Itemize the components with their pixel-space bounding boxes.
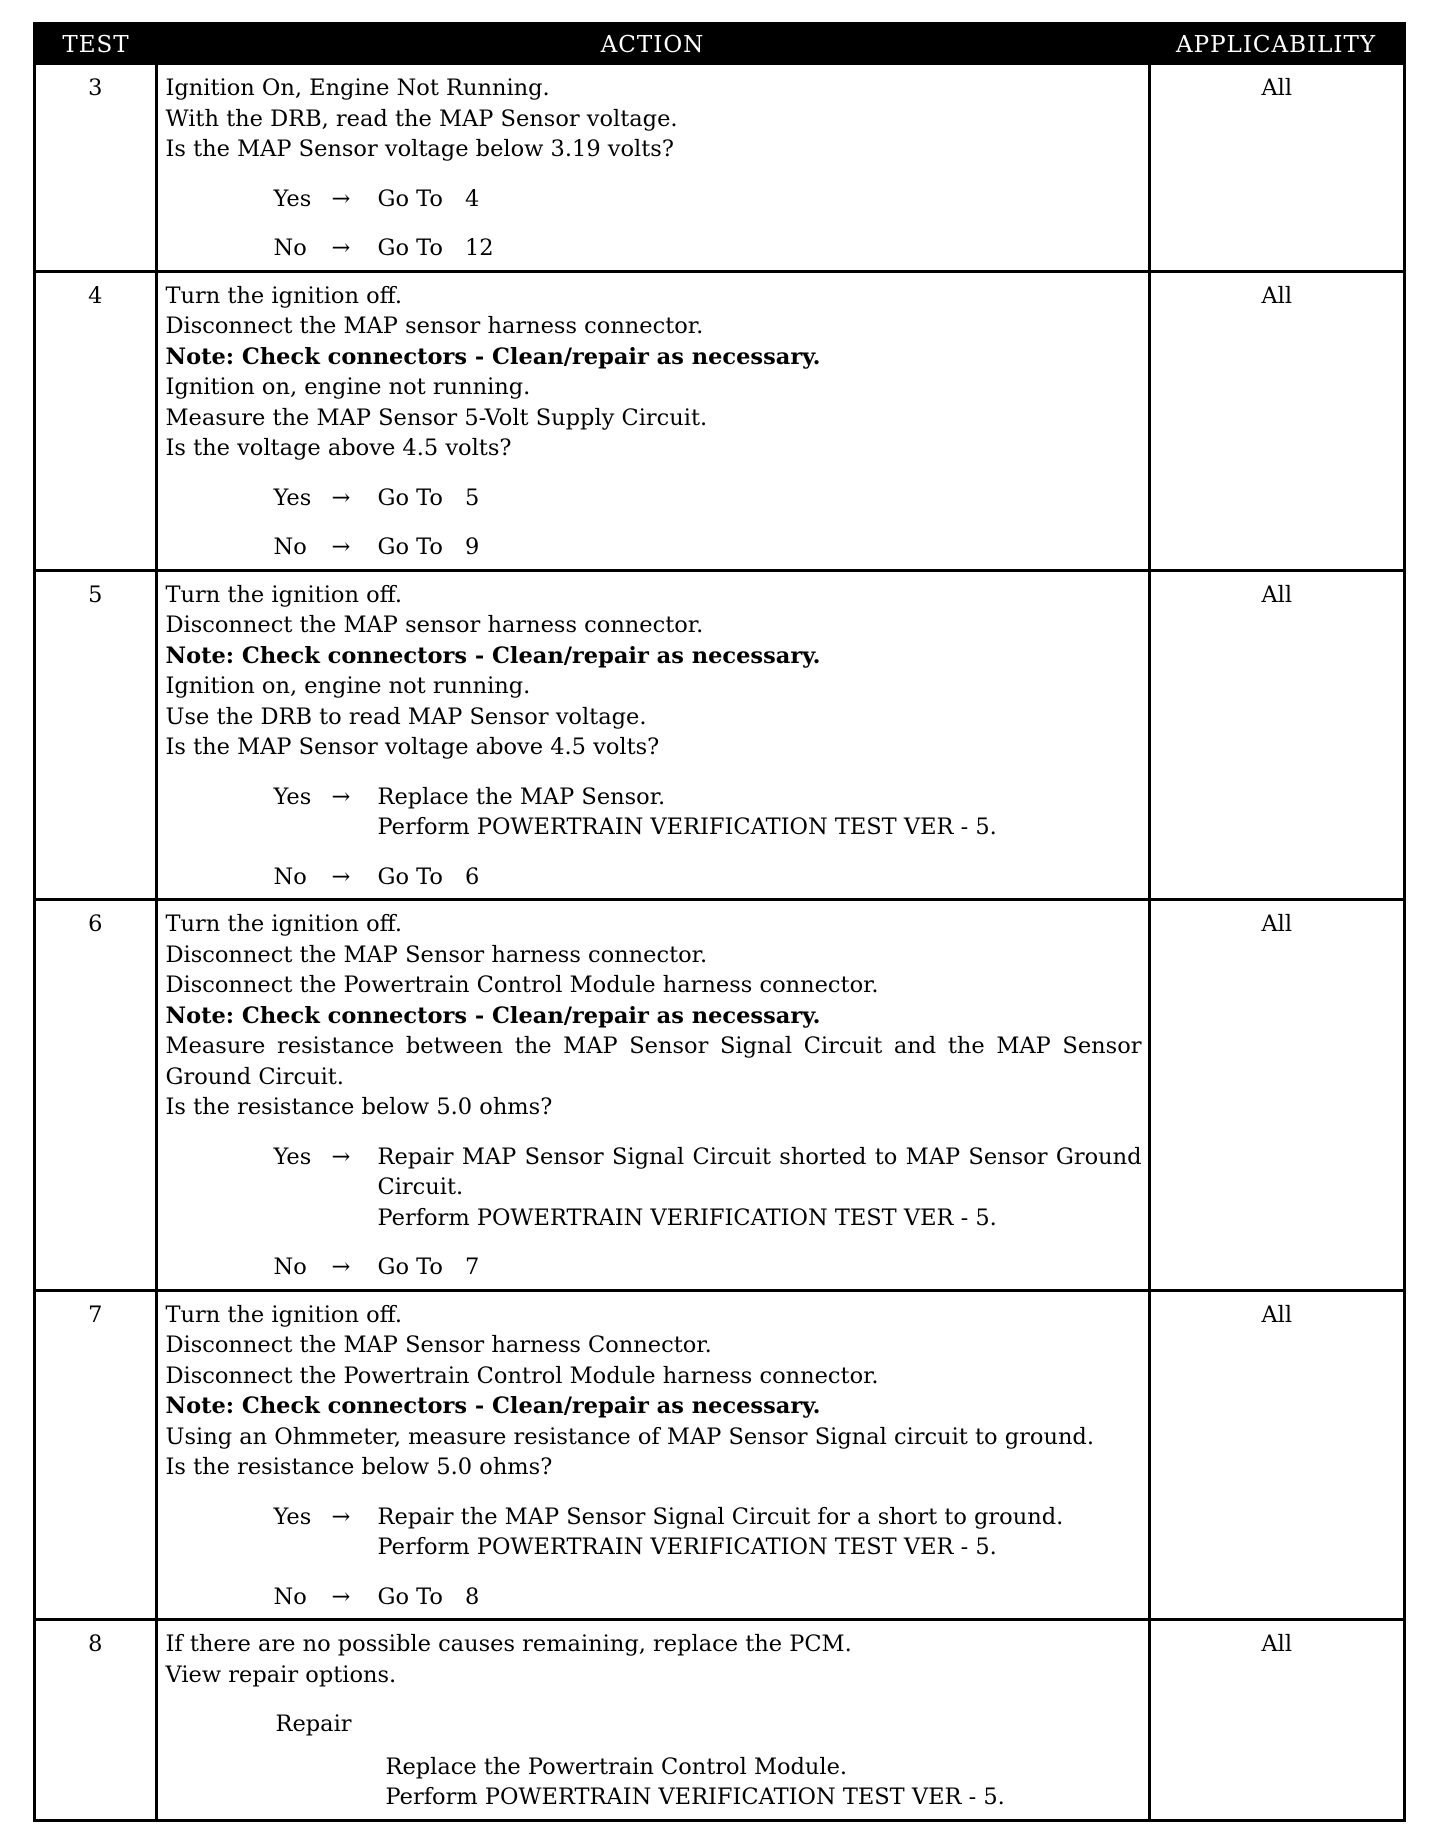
applicability-value: All [1149, 900, 1403, 1291]
note-line: Note: Check connectors - Clean/repair as necessary. [165, 343, 821, 370]
note-line: Note: Check connectors - Clean/repair as necessary. [165, 1393, 821, 1419]
header-test: TEST [36, 25, 156, 65]
answer-result-line: Repair the MAP Sensor Signal Circuit for a short to ground. [377, 1503, 1064, 1530]
repair-line: Perform POWERTRAIN VERIFICATION TEST VER - 5. [385, 1784, 1005, 1810]
goto-label: Go To [377, 484, 443, 511]
arrow-icon: → [331, 1143, 351, 1170]
applicability-value: All [1149, 1290, 1403, 1620]
answer-result-line: Perform POWERTRAIN VERIFICATION TEST VER - 5. [377, 1534, 997, 1560]
table-row [36, 65, 1403, 271]
arrow-icon: → [331, 534, 351, 560]
answer-row-no [166, 1252, 1142, 1283]
instruction-line: With the DRB, read the MAP Sensor voltage. [165, 105, 678, 132]
goto-test-number: 4 [464, 185, 480, 212]
diagnostic-table-page [33, 22, 1406, 1822]
answer-label: No [273, 1254, 307, 1280]
applicability-value: All [1149, 65, 1403, 271]
answer-row-yes [166, 782, 1142, 843]
instruction-line: Disconnect the MAP Sensor harness connector. [165, 941, 708, 968]
goto-test-number: 6 [464, 863, 480, 890]
action-cell [156, 570, 1149, 900]
goto-test-number: 8 [464, 1583, 480, 1610]
table-body [36, 65, 1403, 1820]
instruction-line: Disconnect the MAP sensor harness connector. [165, 612, 704, 638]
instruction-line: Disconnect the MAP Sensor harness Connector. [165, 1332, 712, 1358]
answer-result [378, 1502, 1142, 1563]
instruction-line: Using an Ohmmeter, measure resistance of MAP Sensor Signal circuit to ground. [165, 1423, 1094, 1450]
instruction-line: Is the resistance below 5.0 ohms? [165, 1454, 553, 1480]
answer-label: No [273, 863, 307, 890]
header-action: ACTION [156, 25, 1149, 65]
answer-label: Yes [273, 1503, 312, 1530]
test-number: 8 [36, 1620, 156, 1821]
instruction-line: If there are no possible causes remaining, replace the PCM. [165, 1631, 852, 1657]
test-number: 6 [36, 900, 156, 1291]
instruction-line: Is the MAP Sensor voltage above 4.5 volts? [165, 734, 660, 760]
answer-result [378, 483, 1142, 514]
answer-result [378, 1582, 1142, 1613]
answer-label: Yes [273, 185, 312, 212]
answer-result-line: Perform POWERTRAIN VERIFICATION TEST VER - 5. [377, 814, 997, 840]
instruction-line: Measure resistance between the MAP Sensor Signal Circuit and the MAP Sensor Ground Circuit. [165, 1033, 1142, 1090]
answer-result [378, 233, 1142, 264]
instruction-line: Ignition on, engine not running. [165, 673, 531, 699]
instruction-line: Is the MAP Sensor voltage below 3.19 volts? [165, 136, 674, 162]
instruction-line: Disconnect the Powertrain Control Module harness connector. [165, 1362, 879, 1389]
action-cell [156, 1290, 1149, 1620]
instruction-line: Measure the MAP Sensor 5-Volt Supply Circuit. [165, 404, 708, 431]
goto-label: Go To [377, 235, 443, 261]
instruction-line: Turn the ignition off. [165, 911, 402, 937]
answer-result [378, 862, 1142, 893]
answer-row-yes [166, 1142, 1142, 1234]
goto-test-number: 12 [464, 235, 494, 261]
arrow-icon: → [331, 1254, 351, 1280]
instruction-line: Ignition On, Engine Not Running. [165, 75, 550, 101]
goto-label: Go To [377, 185, 443, 212]
instruction-line: Disconnect the Powertrain Control Module harness connector. [165, 972, 879, 998]
answer-result-line: Repair MAP Sensor Signal Circuit shorted to MAP Sensor Ground Circuit. [377, 1143, 1142, 1200]
repair-section [166, 1709, 1142, 1813]
table-row [36, 1290, 1403, 1620]
arrow-icon: → [331, 484, 351, 511]
goto-test-number: 9 [464, 534, 480, 560]
answer-label: Yes [273, 484, 312, 511]
note-line: Note: Check connectors - Clean/repair as necessary. [165, 642, 821, 669]
table-row [36, 900, 1403, 1291]
applicability-value: All [1149, 1620, 1403, 1821]
arrow-icon: → [331, 235, 351, 261]
answer-result-line: Replace the MAP Sensor. [377, 783, 666, 810]
answer-row-yes [166, 1502, 1142, 1563]
instruction-line: Ignition on, engine not running. [165, 374, 531, 400]
answer-label: No [273, 534, 307, 560]
action-cell [156, 271, 1149, 570]
arrow-icon: → [331, 1503, 351, 1530]
instruction-line: Turn the ignition off. [165, 1301, 402, 1328]
answer-row-no [166, 1582, 1142, 1613]
applicability-value: All [1149, 271, 1403, 570]
answer-result [378, 1252, 1142, 1283]
test-number: 7 [36, 1290, 156, 1620]
answer-result [378, 532, 1142, 563]
action-cell [156, 65, 1149, 271]
answer-label: No [273, 235, 307, 261]
diagnostic-test-table [36, 25, 1403, 1822]
arrow-icon: → [331, 783, 351, 810]
repair-label: Repair [275, 1711, 352, 1737]
goto-test-number: 5 [464, 484, 480, 511]
action-cell [156, 900, 1149, 1291]
repair-line: Replace the Powertrain Control Module. [385, 1753, 848, 1780]
note-line: Note: Check connectors - Clean/repair as necessary. [165, 1002, 821, 1029]
header-applicability: APPLICABILITY [1149, 25, 1403, 65]
goto-label: Go To [377, 1583, 443, 1610]
instruction-line: Is the voltage above 4.5 volts? [165, 435, 512, 461]
answer-label: Yes [273, 783, 312, 810]
answer-row-yes [166, 184, 1142, 215]
instruction-line: Use the DRB to read MAP Sensor voltage. [165, 703, 647, 730]
table-row [36, 1620, 1403, 1821]
answer-result-line: Perform POWERTRAIN VERIFICATION TEST VER - 5. [377, 1204, 997, 1231]
answer-row-yes [166, 483, 1142, 514]
instruction-line: View repair options. [165, 1661, 397, 1688]
instruction-line: Turn the ignition off. [165, 581, 402, 608]
answer-label: No [273, 1583, 307, 1610]
arrow-icon: → [331, 863, 351, 890]
instruction-line: Turn the ignition off. [165, 282, 402, 309]
table-row [36, 271, 1403, 570]
instruction-line: Disconnect the MAP sensor harness connector. [165, 313, 704, 339]
instruction-line: Is the resistance below 5.0 ohms? [165, 1094, 553, 1120]
test-number: 3 [36, 65, 156, 271]
applicability-value: All [1149, 570, 1403, 900]
test-number: 4 [36, 271, 156, 570]
goto-test-number: 7 [464, 1254, 480, 1280]
answer-row-no [166, 862, 1142, 893]
table-row [36, 570, 1403, 900]
arrow-icon: → [331, 1583, 351, 1610]
goto-label: Go To [377, 1254, 443, 1280]
arrow-icon: → [331, 185, 351, 212]
repair-lines [276, 1752, 1142, 1813]
test-number: 5 [36, 570, 156, 900]
action-cell [156, 1620, 1149, 1821]
answer-result [378, 782, 1142, 843]
answer-result [378, 184, 1142, 215]
answer-result [378, 1142, 1142, 1234]
goto-label: Go To [377, 863, 443, 890]
table-header-row [36, 25, 1403, 65]
answer-label: Yes [273, 1143, 312, 1170]
answer-row-no [166, 532, 1142, 563]
answer-row-no [166, 233, 1142, 264]
goto-label: Go To [377, 534, 443, 560]
